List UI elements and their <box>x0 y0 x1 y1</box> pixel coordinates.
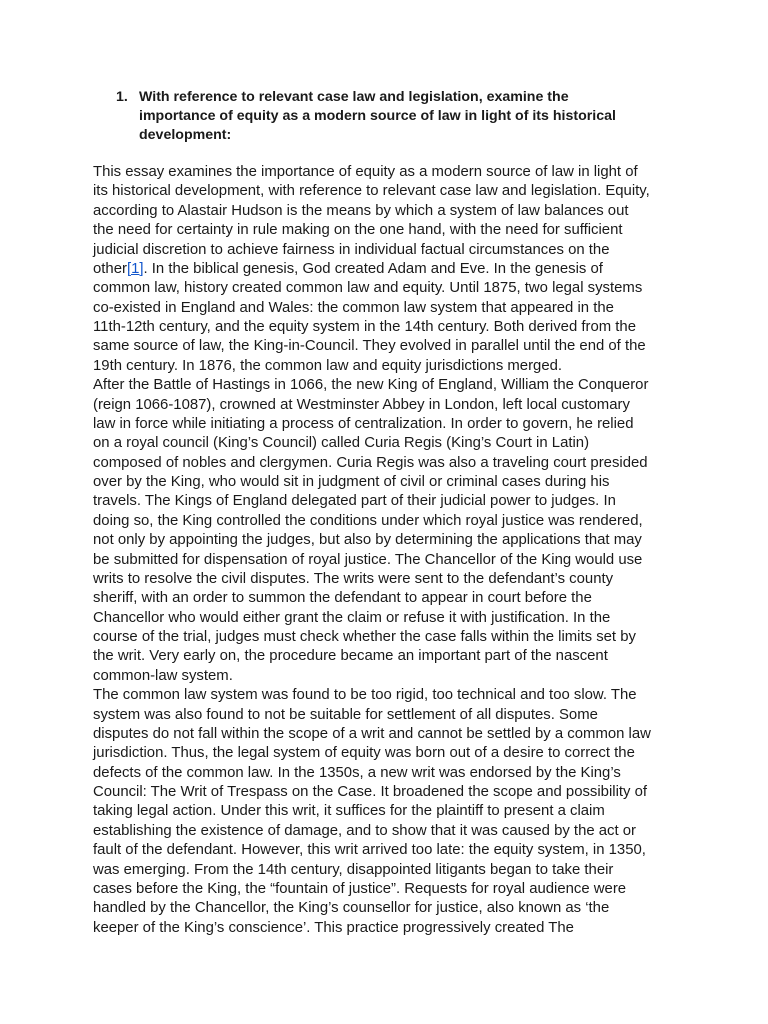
essay-line: the need for certainty in rule making on the one hand, with the need for sufficient <box>93 222 623 239</box>
essay-line: was emerging. From the 14th century, disappointed litigants began to take their <box>93 861 614 878</box>
essay-line: defects of the common law. In the 1350s, a new writ was endorsed by the King’s <box>93 764 621 781</box>
essay-line: common law, history created common law and equity. Until 1875, two legal systems <box>93 280 643 297</box>
essay-line: system was also found to not be suitable for settlement of all disputes. Some <box>93 706 598 723</box>
essay-line: After the Battle of Hastings in 1066, the new King of England, William the Conqueror <box>93 377 649 394</box>
essay-line: writs to resolve the civil disputes. The writs were sent to the defendant’s county <box>93 570 614 587</box>
essay-line: keeper of the King’s conscience’. This practice progressively created The <box>93 919 574 936</box>
question-number: 1. <box>116 89 128 105</box>
essay-line: its historical development, with reference to relevant case law and legislation. Equity, <box>93 183 650 200</box>
essay-line: This essay examines the importance of equity as a modern source of law in light of <box>93 164 638 180</box>
essay-line: jurisdiction. Thus, the legal system of equity was born out of a desire to correct the <box>93 745 635 762</box>
essay-line: according to Alastair Hudson is the means by which a system of law balances out <box>93 202 629 219</box>
essay-line: 19th century. In 1876, the common law and equity jurisdictions merged. <box>93 357 563 374</box>
essay-line: taking legal action. Under this writ, it suffices for the plaintiff to present a claim <box>93 803 605 820</box>
essay-line: law in force while initiating a process of centralization. In order to govern, he relied <box>93 415 634 432</box>
essay-line: 11th-12th century, and the equity system in the 14th century. Both derived from the <box>93 319 636 335</box>
essay-line: co-existed in England and Wales: the common law system that appeared in the <box>93 299 614 316</box>
essay-line: not only by appointing the judges, but also by determining the applications that may <box>93 532 642 549</box>
essay-line: (reign 1066-1087), crowned at Westminster Abbey in London, left local customary <box>93 396 630 413</box>
essay-line <box>93 260 693 279</box>
essay-line: establishing the existence of damage, and to show that it was caused by the act or <box>93 822 637 839</box>
essay-line: The common law system was found to be too rigid, too technical and too slow. The <box>93 687 637 704</box>
essay-line: cases before the King, the “fountain of justice”. Requests for royal audience were <box>93 880 627 897</box>
question-line: importance of equity as a modern source of law in light of its historical <box>139 108 616 125</box>
essay-line: over by the King, who would sit in judgment of civil or criminal cases during his <box>93 474 610 490</box>
essay-line: course of the trial, judges must check whether the case falls within the limits set by <box>93 629 636 645</box>
essay-line: travels. The Kings of England delegated part of their judicial power to judges. In <box>93 493 616 510</box>
essay-line: fault of the defendant. However, this writ arrived too late: the equity system, in 1350, <box>93 842 646 859</box>
essay-line: disputes do not fall within the scope of a writ and cannot be settled by a common law <box>93 725 651 742</box>
essay-line: on a royal council (King’s Council) called Curia Regis (King’s Court in Latin) <box>93 435 590 452</box>
essay-line: common-law system. <box>93 667 233 684</box>
question-text <box>139 88 679 146</box>
essay-line: handled by the Chancellor, the King’s counsellor for justice, also known as ‘the <box>93 900 610 917</box>
footnote-link[interactable]: [1] <box>126 260 144 277</box>
question-line: development: <box>139 127 232 144</box>
essay-line: be submitted for dispensation of royal justice. The Chancellor of the King would use <box>93 551 643 568</box>
essay-text-segment: other <box>93 260 127 277</box>
essay-line: judicial discretion to achieve fairness in individual factual circumstances on the <box>93 241 610 258</box>
essay-line: composed of nobles and clergymen. Curia Regis was also a traveling court presided <box>93 454 648 471</box>
essay-body <box>93 163 693 938</box>
essay-text-segment: . In the biblical genesis, God created Adam and Eve. In the genesis of <box>143 260 603 277</box>
essay-line: Council: The Writ of Trespass on the Case. It broadened the scope and possibility of <box>93 784 648 800</box>
essay-line: the writ. Very early on, the procedure became an important part of the nascent <box>93 648 608 665</box>
question-line: With reference to relevant case law and legislation, examine the <box>139 89 569 105</box>
essay-line: same source of law, the King-in-Council. They evolved in parallel until the end of the <box>93 338 646 355</box>
essay-line: Chancellor who would either grant the claim or refuse it with justification. In the <box>93 609 611 626</box>
essay-line: sheriff, with an order to summon the defendant to appear in court before the <box>93 590 592 607</box>
essay-line: doing so, the King controlled the conditions under which royal justice was rendered, <box>93 512 643 529</box>
